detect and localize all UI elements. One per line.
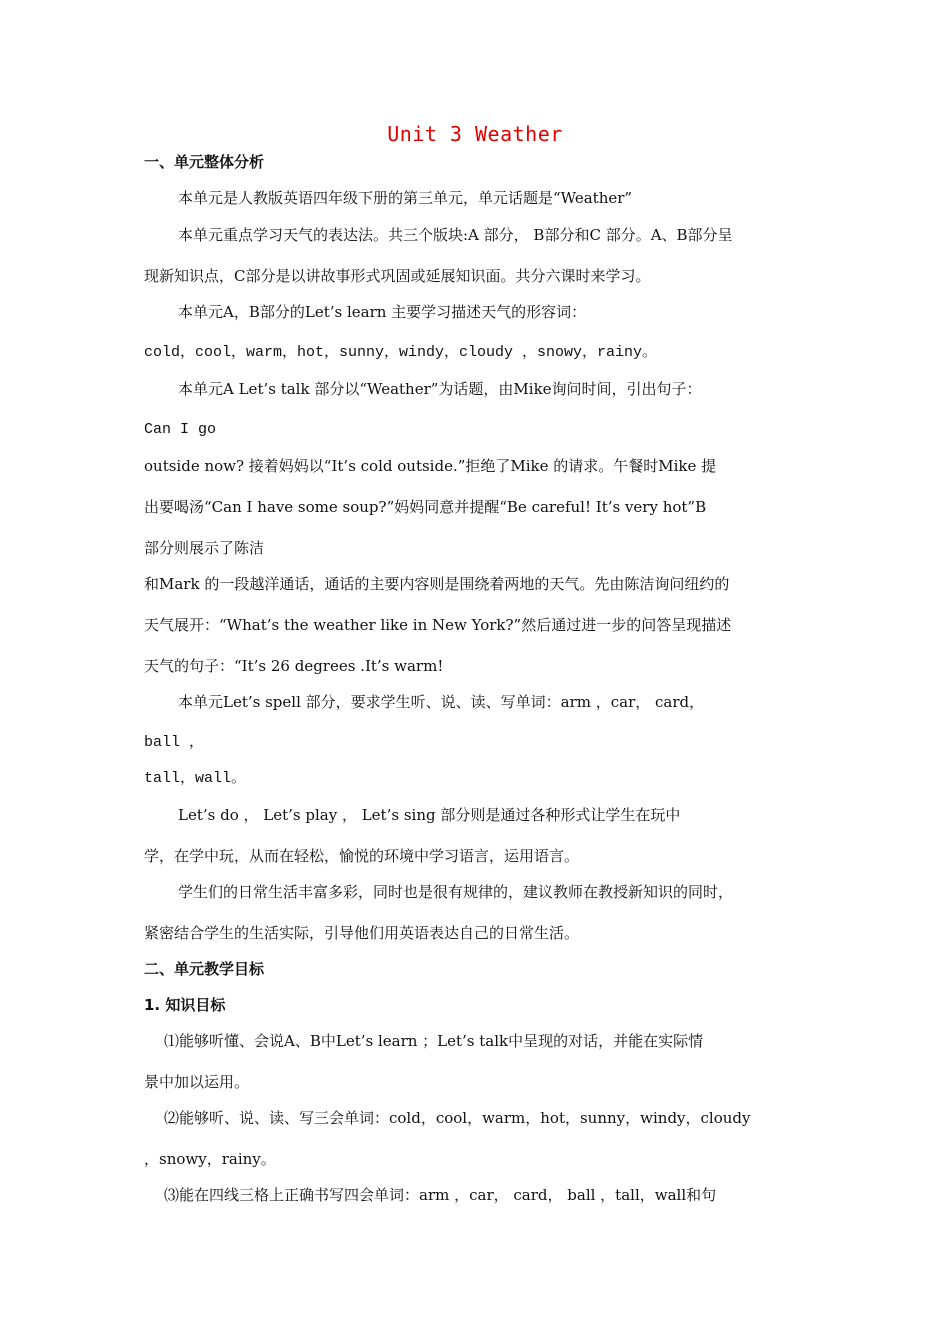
paragraph-line: cold，cool，warm，hot，sunny，windy，cloudy ，snowy，rainy。 [144,344,658,361]
paragraph-line: Let’s do ， Let’s play ， Let’s sing 部分则是通过各种形式让学生在玩中 [178,806,681,824]
paragraph-line: 景中加以运用。 [144,1073,250,1091]
paragraph-line: 天气的句子：“It’s 26 degrees .It’s warm! [144,657,444,675]
paragraph-line: 学，在学中玩，从而在轻松，愉悦的环境中学习语言，运用语言。 [144,847,580,865]
paragraph-line: ，snowy，rainy。 [144,1150,276,1168]
paragraph-line: 出要喝汤“Can I have some soup?”妈妈同意并提醒“Be careful! It’s very hot”B [144,498,707,516]
document-title: Unit 3 Weather [387,122,563,146]
paragraph-line: ⑴能够听懂、会说A、B中Let’s learn ；Let’s talk中呈现的对话，并能在实际情 [164,1032,704,1050]
paragraph-line: 本单元A Let’s talk 部分以“Weather”为话题，由Mike询问时间，引出句子： [178,380,702,398]
paragraph-line: ball ， [144,734,205,751]
subsection-heading: 1. 知识目标 [144,996,226,1014]
section-heading: 一、单元整体分析 [144,153,265,171]
paragraph-line: 本单元是人教版英语四年级下册的第三单元，单元话题是“Weather” [178,189,633,207]
paragraph-line: ⑵能够听、说、读、写三会单词：cold，cool，warm，hot，sunny，windy，cloudy [164,1109,751,1127]
paragraph-line: 本单元重点学习天气的表达法。共三个版块:A 部分， B部分和C 部分。A、B部分呈 [178,226,733,244]
paragraph-line: 部分则展示了陈洁 [144,539,265,557]
paragraph-line: Can I go [144,421,217,438]
paragraph-line: outside now? 接着妈妈以“It’s cold outside.”拒绝了Mike 的请求。午餐时Mike 提 [144,457,717,475]
paragraph-line: 本单元Let’s spell 部分，要求学生听、说、读、写单词：arm ，car， card， [178,693,705,711]
section-heading: 二、单元教学目标 [144,960,265,978]
paragraph-line: 天气展开：“What’s the weather like in New York?”然后通过进一步的问答呈现描述 [144,616,732,634]
paragraph-line: 紧密结合学生的生活实际，引导他们用英语表达自己的日常生活。 [144,924,580,942]
paragraph-line: 学生们的日常生活丰富多彩，同时也是很有规律的，建议教师在教授新知识的同时， [178,883,734,901]
paragraph-line: 和Mark 的一段越洋通话，通话的主要内容则是围绕着两地的天气。先由陈洁询问纽约的 [144,575,730,593]
paragraph-line: tall，wall。 [144,770,247,787]
paragraph-line: 现新知识点，C部分是以讲故事形式巩固或延展知识面。共分六课时来学习。 [144,267,651,285]
paragraph-line: ⑶能在四线三格上正确书写四会单词：arm ，car， card， ball ，tall，wall和句 [164,1186,717,1204]
paragraph-line: 本单元A，B部分的Let’s learn 主要学习描述天气的形容词： [178,303,587,321]
